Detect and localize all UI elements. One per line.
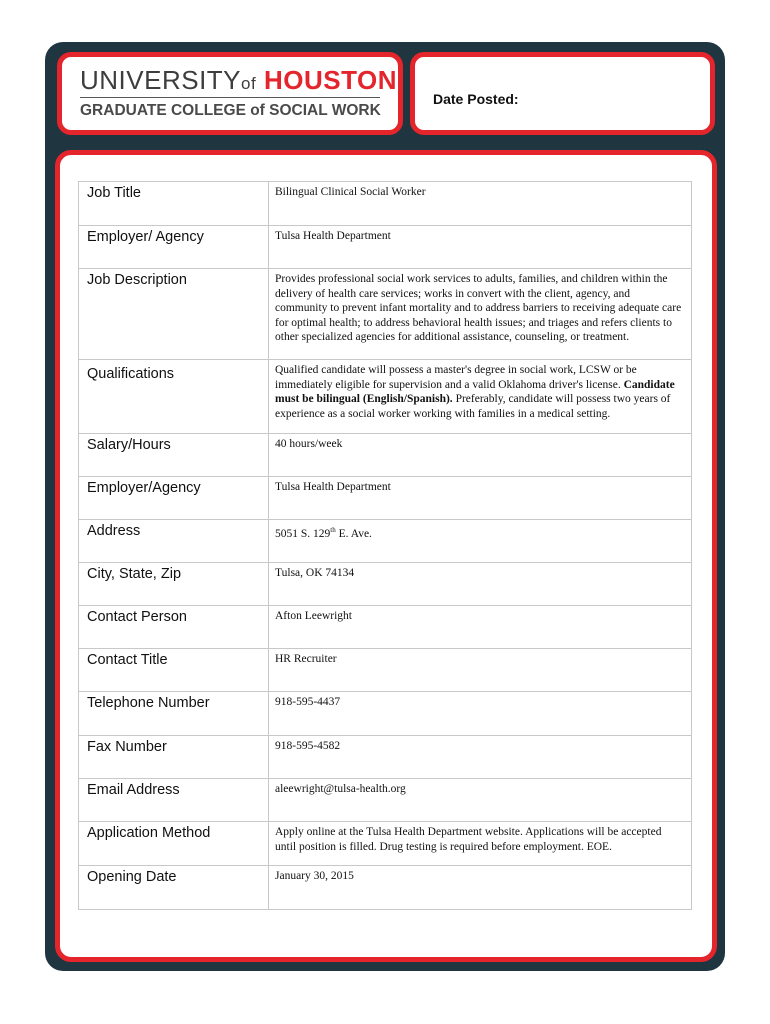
table-row-job-description bbox=[79, 269, 692, 360]
row-value: Provides professional social work services to adults, families, and children within the delivery of health care services; works in convert with the client, agency, and community to prevent infant mortality and to address barriers to receiving adequate care for optimal health; to address behavioral health issues; and triages and refers clients to other specialized agencies for additional assistance, counseling, or treatment. bbox=[269, 269, 692, 360]
date-posted-label: Date Posted: bbox=[433, 91, 519, 107]
row-value: 40 hours/week bbox=[269, 434, 692, 477]
row-label: Employer/ Agency bbox=[79, 226, 269, 269]
row-label: Employer/Agency bbox=[79, 477, 269, 520]
row-value: January 30, 2015 bbox=[269, 866, 692, 910]
row-label: Contact Person bbox=[79, 606, 269, 649]
row-value: Bilingual Clinical Social Worker bbox=[269, 182, 692, 226]
row-value: Apply online at the Tulsa Health Department website. Applications will be accepted until position is filled. Drug testing is required before employment. EOE. bbox=[269, 822, 692, 866]
table-row-job-title bbox=[79, 182, 692, 226]
row-value: 5051 S. 129th E. Ave. bbox=[269, 520, 692, 563]
table-row-contact-title bbox=[79, 649, 692, 692]
row-value: 918-595-4437 bbox=[269, 692, 692, 736]
row-value: aleewright@tulsa-health.org bbox=[269, 779, 692, 822]
table-row-opening-date bbox=[79, 866, 692, 910]
logo-university-name: UNIVERSITYof HOUSTON bbox=[80, 65, 397, 95]
job-details-table bbox=[78, 181, 692, 910]
table-row-qualifications bbox=[79, 360, 692, 434]
row-label: Job Title bbox=[79, 182, 269, 226]
table-row-address bbox=[79, 520, 692, 563]
table-row-employer-agency bbox=[79, 477, 692, 520]
row-value: Afton Leewright bbox=[269, 606, 692, 649]
table-row-telephone bbox=[79, 692, 692, 736]
row-label: Application Method bbox=[79, 822, 269, 866]
row-label: Contact Title bbox=[79, 649, 269, 692]
table-row-employer bbox=[79, 226, 692, 269]
table-row-contact-person bbox=[79, 606, 692, 649]
table-row-email bbox=[79, 779, 692, 822]
row-value: HR Recruiter bbox=[269, 649, 692, 692]
row-label: Fax Number bbox=[79, 736, 269, 779]
table-row-salary bbox=[79, 434, 692, 477]
logo-college-name: GRADUATE COLLEGE of SOCIAL WORK bbox=[80, 102, 381, 119]
table-row-city-state-zip bbox=[79, 563, 692, 606]
row-label: City, State, Zip bbox=[79, 563, 269, 606]
bilingual-requirement: Candidate must be bilingual (English/Spanish). bbox=[275, 378, 675, 406]
row-label: Job Description bbox=[79, 269, 269, 360]
table-row-fax bbox=[79, 736, 692, 779]
university-logo bbox=[57, 52, 403, 135]
logo-divider bbox=[80, 97, 380, 98]
table-row-application-method bbox=[79, 822, 692, 866]
row-label: Salary/Hours bbox=[79, 434, 269, 477]
row-label: Telephone Number bbox=[79, 692, 269, 736]
row-label: Email Address bbox=[79, 779, 269, 822]
date-posted-box bbox=[410, 52, 715, 135]
row-label: Opening Date bbox=[79, 866, 269, 910]
row-value: Tulsa, OK 74134 bbox=[269, 563, 692, 606]
row-value: Tulsa Health Department bbox=[269, 226, 692, 269]
row-label: Qualifications bbox=[79, 360, 269, 434]
row-label: Address bbox=[79, 520, 269, 563]
row-value: Tulsa Health Department bbox=[269, 477, 692, 520]
row-value: 918-595-4582 bbox=[269, 736, 692, 779]
row-value: Qualified candidate will possess a master's degree in social work, LCSW or be immediately eligible for supervision and a valid Oklahoma driver's license. Candidate must be bilingual (English/Spanish). Preferably, candidate will possess two years of experience as a social worker working with families in a medical setting. bbox=[269, 360, 692, 434]
